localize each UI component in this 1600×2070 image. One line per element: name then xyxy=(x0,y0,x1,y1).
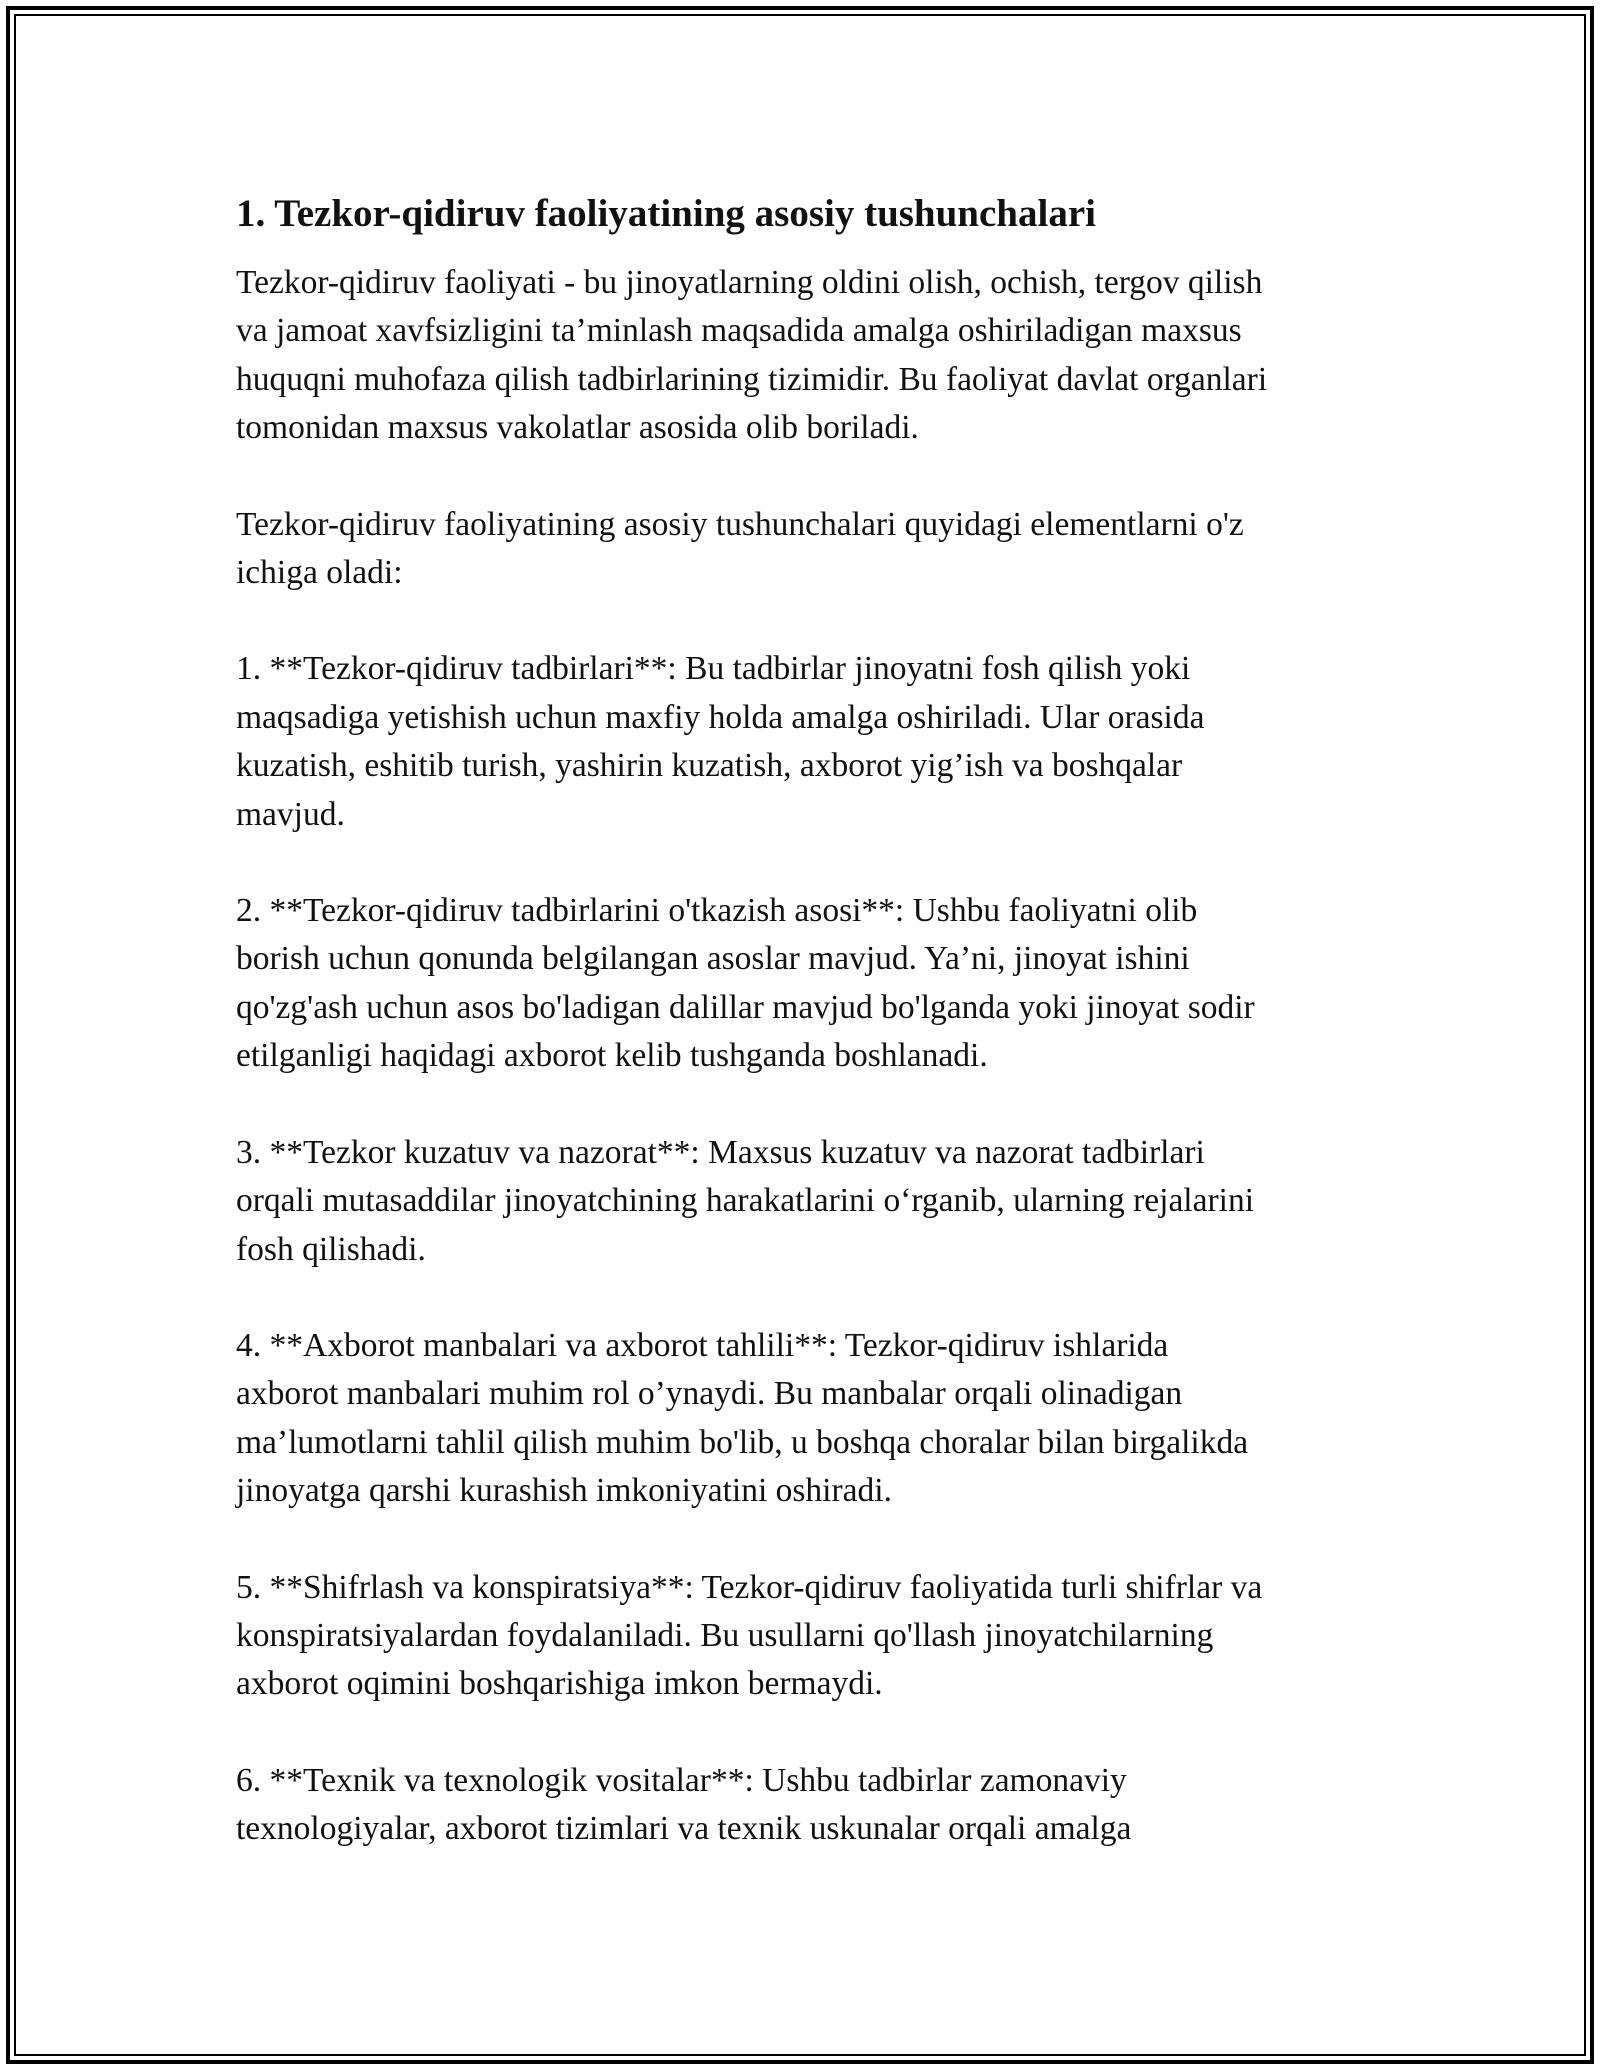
document-body xyxy=(236,185,1386,1902)
section-heading: 1. Tezkor-qidiruv faoliyatining asosiy tushunchalari xyxy=(236,192,1096,235)
paragraph xyxy=(236,645,1386,839)
text-line: texnologiyalar, axborot tizimlari va texnik uskunalar orqali amalga xyxy=(236,1810,1132,1848)
text-line: Tezkor-qidiruv faoliyatining asosiy tushunchalari quyidagi elementlarni o'z xyxy=(236,505,1244,543)
text-line: 6. **Texnik va texnologik vositalar**: Ushbu tadbirlar zamonaviy xyxy=(236,1761,1127,1799)
text-line: borish uchun qonunda belgilangan asoslar mavjud. Ya’ni, jinoyat ishini xyxy=(236,940,1190,978)
paragraph xyxy=(236,1757,1386,1854)
text-line: Tezkor-qidiruv faoliyati - bu jinoyatlarning oldini olish, ochish, tergov qilish xyxy=(236,264,1263,301)
paragraph xyxy=(236,501,1386,598)
text-line: mavjud. xyxy=(236,795,345,833)
text-line: 2. **Tezkor-qidiruv tadbirlarini o'tkazish asosi**: Ushbu faoliyatni olib xyxy=(236,892,1198,930)
text-line: axborot oqimini boshqarishiga imkon bermaydi. xyxy=(236,1665,883,1703)
paragraph xyxy=(236,1564,1386,1709)
text-line: jinoyatga qarshi kurashish imkoniyatini oshiradi. xyxy=(236,1472,892,1510)
text-line: maqsadiga yetishish uchun maxfiy holda amalga oshiriladi. Ular orasida xyxy=(236,698,1205,736)
text-line: ma’lumotlarni tahlil qilish muhim bo'lib, u boshqa choralar bilan birgalikda xyxy=(236,1423,1249,1461)
text-line: 4. **Axborot manbalari va axborot tahlili**: Tezkor-qidiruv ishlarida xyxy=(236,1326,1169,1364)
text-line: tomonidan maxsus vakolatlar asosida olib boriladi. xyxy=(236,409,919,447)
text-line: konspiratsiyalardan foydalaniladi. Bu usullarni qo'llash jinoyatchilarning xyxy=(236,1616,1214,1654)
text-line: 1. **Tezkor-qidiruv tadbirlari**: Bu tadbirlar jinoyatni fosh qilish yoki xyxy=(236,650,1191,688)
paragraph xyxy=(236,1322,1386,1516)
text-line: ichiga oladi: xyxy=(236,554,403,592)
paragraph-list xyxy=(236,259,1386,1854)
text-line: va jamoat xavfsizligini ta’minlash maqsadida amalga oshiriladigan maxsus xyxy=(236,312,1242,350)
text-line: fosh qilishadi. xyxy=(236,1230,426,1268)
text-line: huquqni muhofaza qilish tadbirlarining tizimidir. Bu faoliyat davlat organlari xyxy=(236,360,1268,398)
paragraph xyxy=(236,1129,1386,1274)
text-line: axborot manbalari muhim rol o’ynaydi. Bu manbalar orqali olinadigan xyxy=(236,1375,1183,1413)
text-line: kuzatish, eshitib turish, yashirin kuzatish, axborot yig’ish va boshqalar xyxy=(236,747,1183,785)
paragraph xyxy=(236,259,1386,453)
text-line: 3. **Tezkor kuzatuv va nazorat**: Maxsus kuzatuv va nazorat tadbirlari xyxy=(236,1133,1205,1171)
text-line: qo'zg'ash uchun asos bo'ladigan dalillar mavjud bo'lganda yoki jinoyat sodir xyxy=(236,988,1255,1026)
text-line: orqali mutasaddilar jinoyatchining harakatlarini o‘rganib, ularning rejalarini xyxy=(236,1182,1255,1220)
paragraph xyxy=(236,887,1386,1081)
text-line: etilganligi haqidagi axborot kelib tushganda boshlanadi. xyxy=(236,1037,988,1075)
text-line: 5. **Shifrlash va konspiratsiya**: Tezkor-qidiruv faoliyatida turli shifrlar va xyxy=(236,1568,1263,1606)
